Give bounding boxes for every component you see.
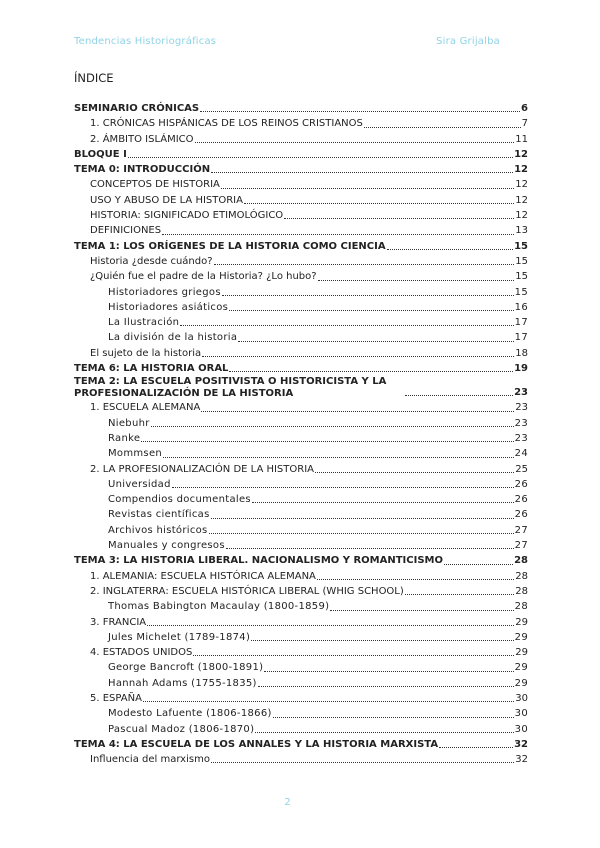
toc-entry-title: ¿Quién fue el padre de la Historia? ¿Lo hubo?	[90, 271, 317, 283]
toc-leader-dots	[315, 471, 514, 473]
toc-entry[interactable]	[74, 208, 528, 223]
toc-entry[interactable]	[74, 538, 528, 553]
toc-leader-dots	[364, 126, 521, 128]
toc-leader-dots	[201, 410, 514, 412]
toc-entry-title: DEFINICIONES	[90, 225, 162, 237]
toc-entry-page: 23	[514, 432, 528, 444]
toc-entry-page: 7	[521, 118, 528, 130]
toc-entry-title: Universidad	[108, 478, 171, 490]
toc-entry-page: 19	[514, 363, 528, 375]
toc-entry-title: George Bancroft (1800-1891)	[108, 662, 264, 674]
toc-leader-dots	[226, 547, 514, 549]
toc-entry-page: 26	[514, 494, 528, 506]
toc-entry-page: 28	[514, 555, 528, 567]
toc-entry-title: USO Y ABUSO DE LA HISTORIA	[90, 194, 243, 206]
toc-entry-page: 32	[514, 738, 528, 750]
toc-entry[interactable]	[74, 630, 528, 645]
toc-entry-title: SEMINARIO CRÓNICAS	[74, 103, 200, 114]
toc-entry-title: 4. ESTADOS UNIDOS	[90, 647, 193, 659]
toc-entry[interactable]	[74, 706, 528, 721]
toc-leader-dots	[229, 309, 514, 311]
toc-entry[interactable]	[74, 376, 528, 400]
toc-entry-page: 11	[515, 133, 528, 145]
toc-entry-page: 12	[514, 148, 528, 160]
toc-entry-page: 24	[514, 448, 528, 460]
toc-entry-title: HISTORIA: SIGNIFICADO ETIMOLÓGICO	[90, 210, 284, 222]
toc-entry-page: 28	[515, 585, 528, 597]
toc-entry[interactable]	[74, 446, 528, 461]
toc-leader-dots	[273, 716, 514, 718]
toc-entry[interactable]	[74, 691, 528, 706]
toc-entry-page: 26	[514, 509, 528, 521]
toc-leader-dots	[251, 639, 514, 641]
toc-entry[interactable]	[74, 507, 528, 522]
toc-entry-title: TEMA 4: LA ESCUELA DE LOS ANNALES Y LA HISTORIA MARXISTA	[74, 738, 439, 750]
toc-leader-dots	[439, 746, 513, 748]
toc-leader-dots	[172, 486, 514, 488]
toc-entry[interactable]	[74, 300, 528, 315]
toc-leader-dots	[317, 578, 514, 580]
toc-entry[interactable]	[74, 599, 528, 614]
toc-entry-title: TEMA 6: LA HISTORIA ORAL	[74, 363, 229, 375]
toc-entry[interactable]	[74, 722, 528, 737]
toc-leader-dots	[405, 394, 513, 396]
toc-entry[interactable]	[74, 492, 528, 507]
toc-leader-dots	[193, 654, 514, 656]
toc-entry-title: Thomas Babington Macaulay (1800-1859)	[108, 601, 330, 613]
toc-leader-dots	[221, 187, 514, 189]
toc-entry[interactable]	[74, 431, 528, 446]
toc-entry-page: 6	[521, 103, 528, 114]
toc-entry-title: TEMA 2: LA ESCUELA POSITIVISTA O HISTORICISTA Y LA PROFESIONALIZACIÓN DE LA HISTORIA	[74, 376, 387, 400]
toc-entry-title: CONCEPTOS DE HISTORIA	[90, 179, 220, 191]
toc-leader-dots	[209, 532, 514, 534]
toc-entry[interactable]	[74, 315, 528, 330]
toc-entry-page: 23	[515, 402, 528, 414]
toc-entry-title: La división de la historia	[108, 332, 238, 344]
toc-entry[interactable]	[74, 285, 528, 300]
toc-entry-page: 29	[515, 616, 528, 628]
toc-leader-dots	[318, 279, 515, 281]
toc-entry-title: Manuales y congresos	[108, 540, 225, 552]
toc-leader-dots	[151, 425, 514, 427]
toc-leader-dots	[387, 248, 513, 250]
toc-entry-page: 30	[514, 708, 528, 720]
toc-entry[interactable]	[74, 752, 528, 767]
table-of-contents	[74, 101, 528, 767]
toc-leader-dots	[141, 440, 513, 442]
toc-entry[interactable]	[74, 569, 528, 584]
toc-leader-dots	[211, 761, 514, 763]
toc-entry-page: 12	[515, 194, 528, 206]
toc-entry-title: 3. FRANCIA	[90, 616, 147, 628]
toc-entry-title: TEMA 1: LOS ORÍGENES DE LA HISTORIA COMO CIENCIA	[74, 240, 386, 252]
toc-entry-title: 2. ÁMBITO ISLÁMICO	[90, 133, 194, 145]
toc-entry[interactable]	[74, 477, 528, 492]
toc-entry-title: Mommsen	[108, 448, 163, 460]
toc-leader-dots	[444, 563, 513, 565]
toc-entry[interactable]	[74, 584, 528, 599]
toc-entry-page: 23	[514, 417, 528, 429]
toc-leader-dots	[238, 340, 513, 342]
toc-entry-page: 23	[514, 387, 528, 399]
toc-entry[interactable]	[74, 177, 528, 192]
toc-entry-title: Archivos históricos	[108, 524, 208, 536]
toc-entry-title: 1. ESCUELA ALEMANA	[90, 402, 201, 414]
toc-leader-dots	[163, 456, 514, 458]
toc-entry[interactable]	[74, 193, 528, 208]
toc-leader-dots	[405, 593, 514, 595]
toc-entry-page: 30	[514, 723, 528, 735]
toc-entry-title: 2. INGLATERRA: ESCUELA HISTÓRICA LIBERAL (WHIG SCHOOL)	[90, 585, 404, 597]
toc-entry-title: TEMA 3: LA HISTORIA LIBERAL. NACIONALISMO Y ROMANTICISMO	[74, 555, 443, 567]
toc-entry-title: Ranke	[108, 432, 141, 444]
toc-entry-page: 17	[514, 317, 528, 329]
toc-entry-page: 15	[515, 271, 528, 283]
toc-entry-title: El sujeto de la historia	[90, 347, 202, 359]
toc-entry[interactable]	[74, 645, 528, 660]
toc-entry-page: 30	[515, 692, 528, 704]
toc-entry[interactable]	[74, 553, 528, 568]
toc-entry[interactable]	[74, 116, 528, 131]
toc-entry-page: 12	[515, 179, 528, 191]
toc-entry-title: Historiadores asiáticos	[108, 301, 229, 313]
toc-entry[interactable]	[74, 660, 528, 675]
toc-leader-dots	[143, 700, 514, 702]
toc-leader-dots	[180, 324, 513, 326]
toc-leader-dots	[330, 609, 513, 611]
toc-entry-title: Jules Michelet (1789-1874)	[108, 631, 251, 643]
toc-entry-title: 5. ESPAÑA	[90, 692, 142, 704]
toc-entry-page: 32	[515, 754, 528, 766]
toc-entry-page: 15	[515, 255, 528, 267]
page-header	[74, 36, 500, 47]
toc-entry[interactable]	[74, 737, 528, 752]
toc-leader-dots	[229, 370, 513, 372]
toc-entry-page: 28	[515, 570, 528, 582]
toc-entry[interactable]	[74, 615, 528, 630]
toc-entry[interactable]	[74, 254, 528, 269]
toc-entry-title: Revistas científicas	[108, 509, 210, 521]
toc-entry-page: 15	[514, 286, 528, 298]
toc-entry-title: Compendios documentales	[108, 494, 251, 506]
toc-entry[interactable]	[74, 523, 528, 538]
toc-leader-dots	[222, 294, 514, 296]
toc-entry-title: Modesto Lafuente (1806-1866)	[108, 708, 272, 720]
index-title: ÍNDICE	[74, 71, 114, 85]
toc-entry[interactable]	[74, 239, 528, 254]
toc-entry[interactable]	[74, 132, 528, 147]
toc-entry-title: Niebuhr	[108, 417, 150, 429]
toc-entry-title: BLOQUE I	[74, 148, 127, 160]
toc-entry[interactable]	[74, 400, 528, 415]
toc-entry[interactable]	[74, 416, 528, 431]
toc-leader-dots	[255, 731, 513, 733]
toc-entry-page: 16	[514, 301, 528, 313]
toc-entry[interactable]	[74, 462, 528, 477]
toc-entry-page: 12	[514, 164, 528, 176]
header-author: Sira Grijalba	[436, 36, 500, 47]
toc-entry[interactable]	[74, 361, 528, 376]
toc-entry[interactable]	[74, 101, 528, 116]
toc-leader-dots	[244, 202, 514, 204]
toc-leader-dots	[284, 217, 514, 219]
toc-entry-title: Influencia del marxismo	[90, 754, 210, 766]
toc-entry-page: 27	[514, 524, 528, 536]
toc-entry-title: Hannah Adams (1755-1835)	[108, 677, 257, 689]
toc-entry[interactable]	[74, 676, 528, 691]
toc-leader-dots	[252, 501, 514, 503]
toc-entry-page: 28	[514, 601, 528, 613]
toc-entry-page: 27	[514, 540, 528, 552]
toc-leader-dots	[214, 263, 515, 265]
toc-entry-title: Historiadores griegos	[108, 286, 221, 298]
toc-entry-title: 1. CRÓNICAS HISPÁNICAS DE LOS REINOS CRISTIANOS	[90, 118, 363, 130]
toc-entry[interactable]	[74, 330, 528, 345]
toc-entry-page: 17	[514, 332, 528, 344]
toc-leader-dots	[202, 355, 514, 357]
toc-leader-dots	[258, 685, 514, 687]
toc-leader-dots	[128, 156, 513, 158]
header-course-title: Tendencias Historiográficas	[74, 36, 217, 47]
toc-leader-dots	[162, 233, 514, 235]
toc-entry-title: Pascual Madoz (1806-1870)	[108, 723, 255, 735]
toc-entry-page: 29	[514, 662, 528, 674]
toc-entry[interactable]	[74, 223, 528, 238]
toc-entry-title: TEMA 0: INTRODUCCIÓN	[74, 164, 211, 176]
toc-entry-page: 25	[515, 463, 528, 475]
toc-leader-dots	[264, 670, 513, 672]
toc-entry-page: 18	[515, 347, 528, 359]
toc-entry[interactable]	[74, 147, 528, 162]
toc-leader-dots	[211, 171, 513, 173]
toc-leader-dots	[147, 624, 514, 626]
toc-entry-page: 13	[515, 225, 528, 237]
page-number: 2	[284, 797, 291, 808]
toc-entry-title: 2. LA PROFESIONALIZACIÓN DE LA HISTORIA	[90, 463, 314, 475]
toc-entry[interactable]	[74, 269, 528, 284]
toc-entry-title: Historia ¿desde cuándo?	[90, 255, 213, 267]
toc-entry-page: 12	[515, 210, 528, 222]
toc-leader-dots	[195, 141, 515, 143]
toc-entry[interactable]	[74, 162, 528, 177]
toc-entry-page: 29	[514, 677, 528, 689]
toc-entry-page: 15	[514, 240, 528, 252]
toc-entry-page: 29	[514, 631, 528, 643]
toc-leader-dots	[200, 110, 520, 112]
toc-entry-page: 29	[515, 647, 528, 659]
toc-entry-page: 26	[514, 478, 528, 490]
toc-entry-title: La Ilustración	[108, 317, 180, 329]
toc-leader-dots	[211, 517, 514, 519]
toc-entry[interactable]	[74, 346, 528, 361]
toc-entry-title: 1. ALEMANIA: ESCUELA HISTÓRICA ALEMANA	[90, 570, 316, 582]
